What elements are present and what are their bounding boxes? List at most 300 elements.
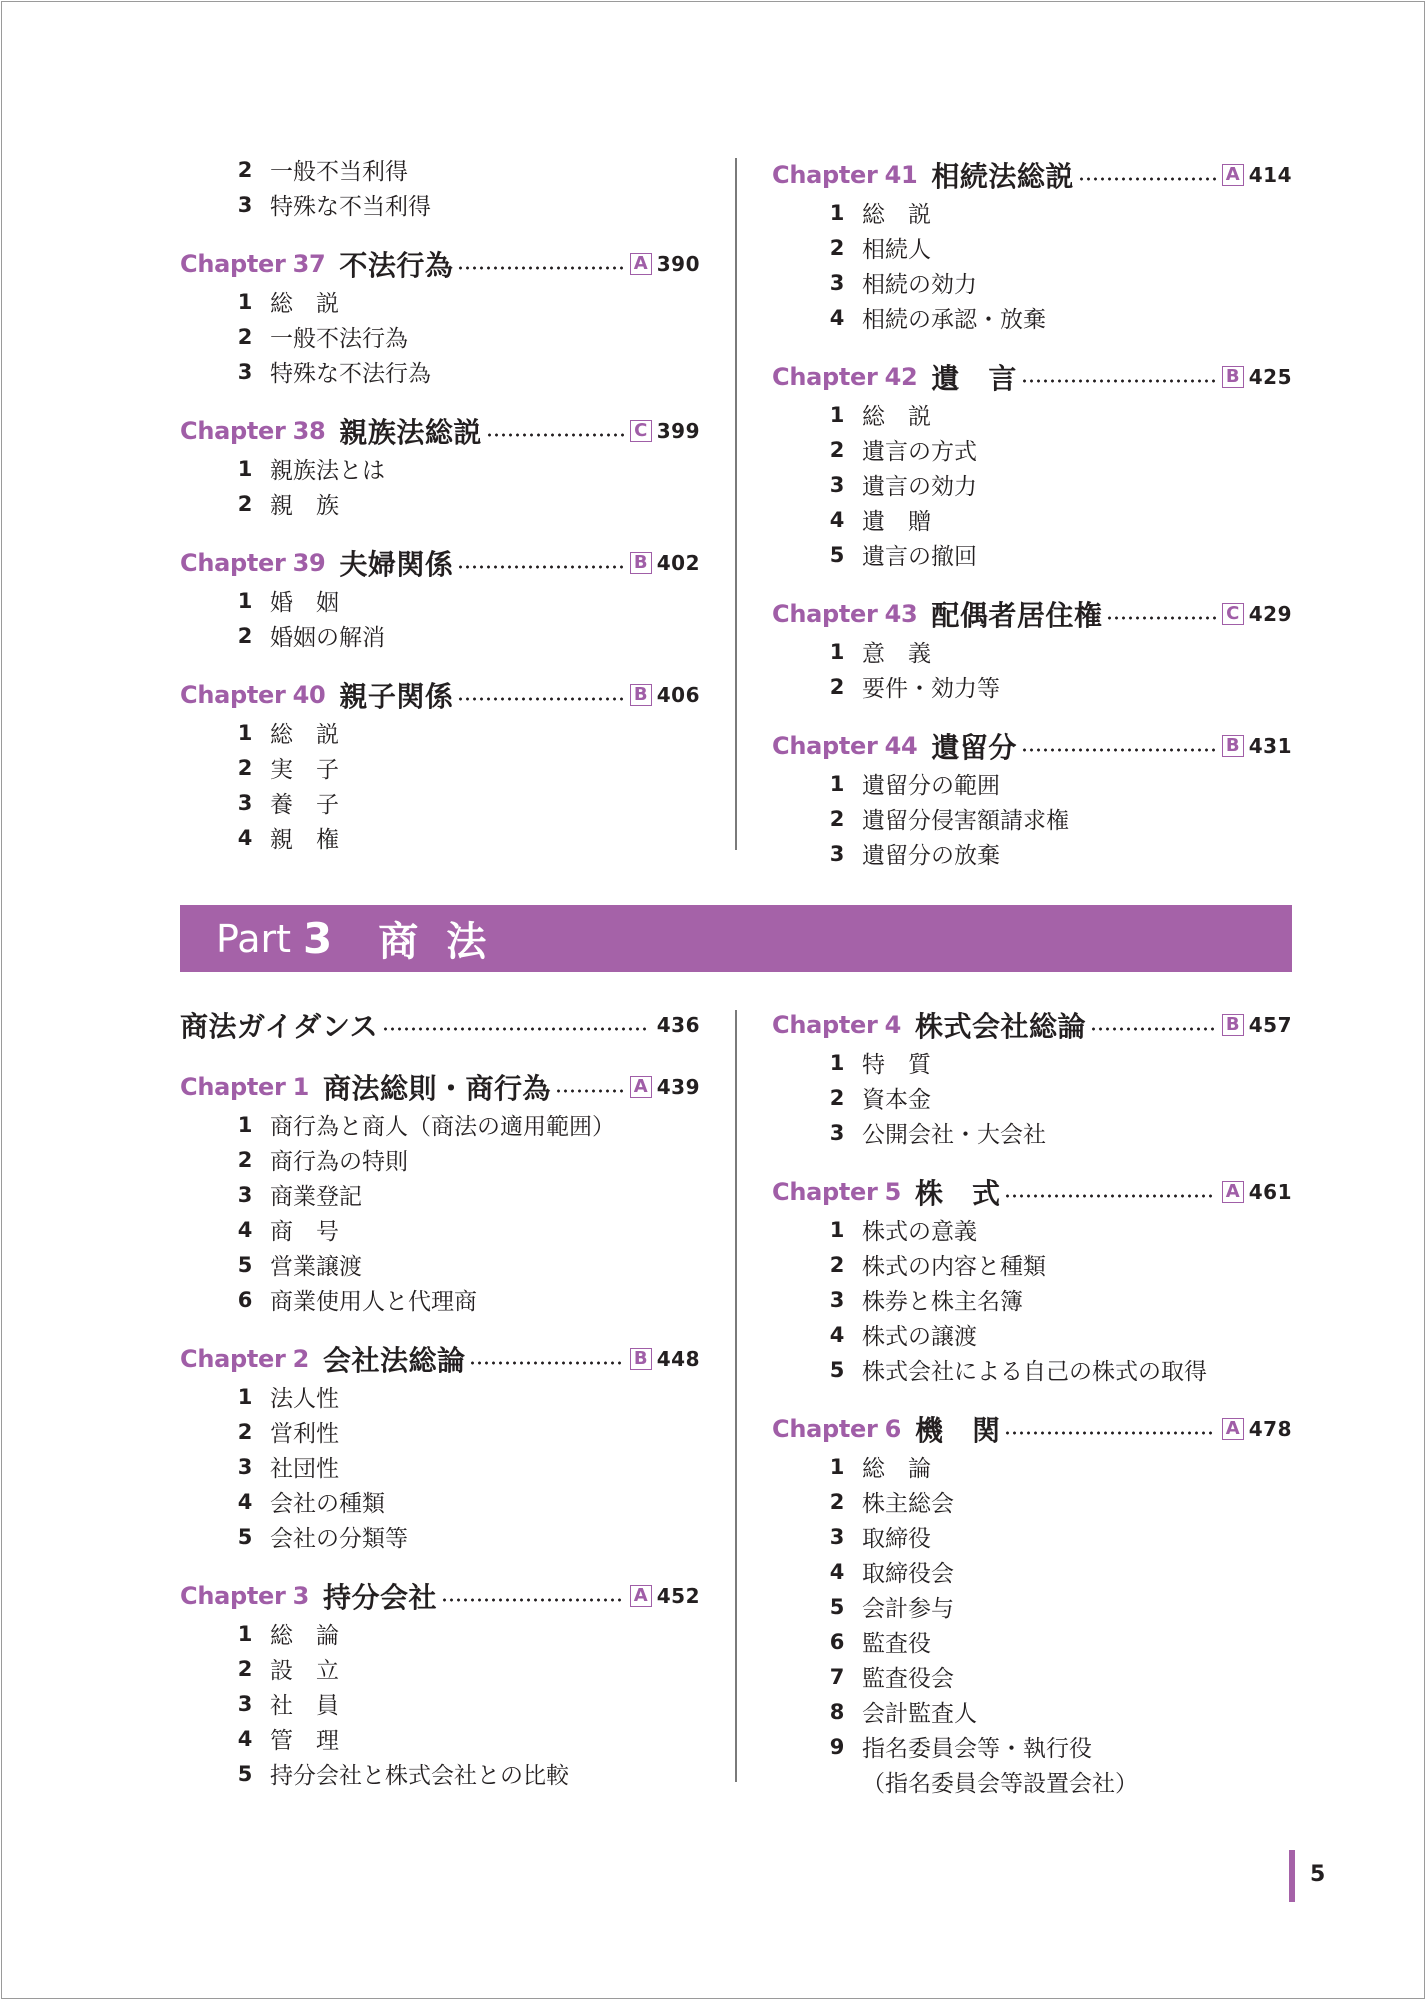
section-entry[interactable] xyxy=(180,1212,700,1247)
chapter-word: Chapter xyxy=(180,1582,286,1610)
section-number: 3 xyxy=(237,1454,253,1479)
page-number-bar xyxy=(1289,1850,1295,1902)
section-number: 2 xyxy=(237,1419,253,1444)
section-number: 4 xyxy=(237,1217,253,1242)
section-number: 2 xyxy=(829,235,845,260)
chapter-label xyxy=(772,1415,901,1443)
toc-column-bottom-right xyxy=(772,1005,1292,1799)
section-number: 5 xyxy=(829,1357,845,1382)
section-title: 会計監査人 xyxy=(862,1701,977,1727)
section-entry[interactable] xyxy=(772,1247,1292,1282)
section-number: 8 xyxy=(829,1699,845,1724)
section-entry[interactable] xyxy=(772,669,1292,704)
chapter-number: 43 xyxy=(884,600,918,628)
chapter-entry[interactable] xyxy=(772,155,1292,195)
section-title: 監査役会 xyxy=(862,1666,954,1692)
leader-dots xyxy=(441,1597,624,1603)
chapter-page-number: 425 xyxy=(1248,365,1292,389)
section-entry[interactable] xyxy=(180,785,700,820)
section-title: 親 権 xyxy=(270,827,339,853)
page-number: 5 xyxy=(1310,1862,1326,1887)
chapter-title: 会社法総論 xyxy=(322,1344,466,1377)
section-title: 親族法とは xyxy=(270,458,385,484)
section-number: 1 xyxy=(237,456,253,481)
section-entry[interactable] xyxy=(180,354,700,389)
chapter-number: 1 xyxy=(292,1073,309,1101)
chapter-page-number: 478 xyxy=(1248,1417,1292,1441)
section-entry[interactable] xyxy=(180,1142,700,1177)
section-number: 1 xyxy=(829,402,845,427)
section-entry[interactable] xyxy=(772,801,1292,836)
chapter-word: Chapter xyxy=(180,549,286,577)
importance-grade-badge: A xyxy=(1222,164,1244,186)
chapter-entry[interactable] xyxy=(180,1067,700,1107)
chapter-number: 4 xyxy=(884,1011,901,1039)
section-entry[interactable] xyxy=(180,152,700,187)
section-entry[interactable] xyxy=(772,1659,1292,1694)
section-entry[interactable] xyxy=(772,1212,1292,1247)
leader-dots xyxy=(486,432,624,438)
section-entry[interactable] xyxy=(180,583,700,618)
section-entry[interactable] xyxy=(772,230,1292,265)
section-number: 6 xyxy=(237,1287,253,1312)
importance-grade-badge: B xyxy=(1222,735,1244,757)
chapter-word: Chapter xyxy=(772,1011,878,1039)
section-number: 1 xyxy=(237,1621,253,1646)
importance-grade-badge: B xyxy=(630,684,652,706)
section-entry[interactable] xyxy=(772,397,1292,432)
chapter-word: Chapter xyxy=(772,1178,878,1206)
section-title: 法人性 xyxy=(270,1386,339,1412)
chapter-title: 株 式 xyxy=(914,1177,1001,1210)
chapter-number: 39 xyxy=(292,549,326,577)
section-number: 4 xyxy=(829,305,845,330)
importance-grade-badge: B xyxy=(1222,1014,1244,1036)
section-title: 総 論 xyxy=(270,1623,339,1649)
section-title: 遺言の撤回 xyxy=(862,544,977,570)
section-number: 4 xyxy=(829,1322,845,1347)
chapter-title: 株式会社総論 xyxy=(914,1010,1086,1043)
chapter-label xyxy=(180,1345,309,1373)
chapter-label xyxy=(772,600,917,628)
toc-column-top-right xyxy=(772,155,1292,871)
chapter-word: Chapter xyxy=(772,1415,878,1443)
leader-dots xyxy=(1021,378,1216,384)
toc-column-bottom-left xyxy=(180,1005,700,1791)
section-entry[interactable] xyxy=(180,1756,700,1791)
chapter-title: 商法総則・商行為 xyxy=(322,1072,551,1105)
section-entry[interactable] xyxy=(772,1449,1292,1484)
section-title: 総 論 xyxy=(862,1456,931,1482)
chapter-page-number: 402 xyxy=(656,551,700,575)
section-entry[interactable] xyxy=(180,715,700,750)
chapter-entry[interactable] xyxy=(180,675,700,715)
part-number: 3 xyxy=(303,914,333,963)
chapter-label xyxy=(180,1582,309,1610)
leader-dots xyxy=(1021,747,1216,753)
section-title: 遺留分の範囲 xyxy=(862,773,1000,799)
chapter-title: 不法行為 xyxy=(339,249,454,282)
chapter-word: Chapter xyxy=(180,1073,286,1101)
section-number: 5 xyxy=(829,1594,845,1619)
section-title: 特殊な不法行為 xyxy=(270,361,431,387)
section-number: 1 xyxy=(829,639,845,664)
section-entry[interactable] xyxy=(772,1694,1292,1729)
section-entry[interactable] xyxy=(772,1317,1292,1352)
chapter-word: Chapter xyxy=(180,681,286,709)
column-divider xyxy=(735,158,737,850)
section-title: 婚姻の解消 xyxy=(270,625,385,651)
section-entry[interactable] xyxy=(180,319,700,354)
importance-grade-badge: A xyxy=(630,1585,652,1607)
section-entry[interactable] xyxy=(772,634,1292,669)
chapter-number: 38 xyxy=(292,417,326,445)
chapter-page-number: 390 xyxy=(656,252,700,276)
section-entry[interactable] xyxy=(180,1721,700,1756)
section-entry[interactable] xyxy=(180,1379,700,1414)
chapter-entry[interactable] xyxy=(180,543,700,583)
chapter-title: 親子関係 xyxy=(339,680,454,713)
chapter-title: 持分会社 xyxy=(322,1581,437,1614)
section-number: 2 xyxy=(237,1147,253,1172)
importance-grade-badge: B xyxy=(1222,366,1244,388)
section-entry[interactable] xyxy=(772,1624,1292,1659)
section-number: 3 xyxy=(237,790,253,815)
section-title: 取締役会 xyxy=(862,1561,954,1587)
section-title: 取締役 xyxy=(862,1526,931,1552)
chapter-word: Chapter xyxy=(772,600,878,628)
section-number: 1 xyxy=(829,1050,845,1075)
chapter-number: 5 xyxy=(884,1178,901,1206)
section-title: 一般不法行為 xyxy=(270,326,408,352)
section-entry[interactable] xyxy=(772,432,1292,467)
chapter-number: 44 xyxy=(884,732,918,760)
chapter-page-number: 452 xyxy=(656,1584,700,1608)
section-entry[interactable] xyxy=(772,1045,1292,1080)
section-number: 5 xyxy=(237,1524,253,1549)
section-title: 会社の種類 xyxy=(270,1491,385,1517)
section-entry[interactable] xyxy=(772,1282,1292,1317)
guidance-title: 商法ガイダンス xyxy=(180,1010,379,1043)
section-title: 商業登記 xyxy=(270,1184,362,1210)
chapter-label xyxy=(772,1011,901,1039)
section-entry[interactable] xyxy=(180,486,700,521)
section-title-continuation: （指名委員会等設置会社） xyxy=(862,1771,1138,1797)
importance-grade-badge: B xyxy=(630,1348,652,1370)
section-title: 株式の意義 xyxy=(862,1219,977,1245)
section-entry[interactable] xyxy=(772,467,1292,502)
leader-dots xyxy=(1004,1430,1215,1436)
section-entry[interactable] xyxy=(772,1115,1292,1150)
section-entry[interactable] xyxy=(180,1686,700,1721)
section-title: 養 子 xyxy=(270,792,339,818)
section-title: 株式の譲渡 xyxy=(862,1324,977,1350)
section-entry[interactable] xyxy=(180,1177,700,1212)
part-heading-band xyxy=(180,905,1292,972)
importance-grade-badge: A xyxy=(1222,1181,1244,1203)
chapter-number: 2 xyxy=(292,1345,309,1373)
section-title: 特殊な不当利得 xyxy=(270,194,431,220)
section-number: 5 xyxy=(237,1252,253,1277)
section-title: 婚 姻 xyxy=(270,590,339,616)
section-entry[interactable] xyxy=(180,1282,700,1317)
chapter-entry[interactable] xyxy=(772,726,1292,766)
chapter-entry[interactable] xyxy=(180,244,700,284)
section-number: 2 xyxy=(237,157,253,182)
section-title: 会社の分類等 xyxy=(270,1526,408,1552)
section-number: 2 xyxy=(829,806,845,831)
chapter-label xyxy=(180,549,325,577)
section-entry[interactable] xyxy=(180,284,700,319)
section-title: 総 説 xyxy=(862,404,931,430)
toc-column-top-left xyxy=(180,152,700,855)
section-number: 4 xyxy=(829,507,845,532)
chapter-entry[interactable] xyxy=(772,594,1292,634)
leader-dots xyxy=(382,1026,646,1032)
section-entry[interactable] xyxy=(772,1589,1292,1624)
chapter-title: 遺留分 xyxy=(931,731,1017,764)
section-title: 遺言の効力 xyxy=(862,474,977,500)
section-number: 5 xyxy=(829,542,845,567)
section-entry[interactable] xyxy=(772,195,1292,230)
section-number: 1 xyxy=(237,1384,253,1409)
section-title: 社 員 xyxy=(270,1693,339,1719)
section-number: 2 xyxy=(237,491,253,516)
section-title: 商業使用人と代理商 xyxy=(270,1289,477,1315)
chapter-label xyxy=(772,1178,901,1206)
chapter-number: 40 xyxy=(292,681,326,709)
section-entry[interactable] xyxy=(772,836,1292,871)
section-title: 親 族 xyxy=(270,493,339,519)
leader-dots xyxy=(457,265,623,271)
section-title: 遺言の方式 xyxy=(862,439,977,465)
chapter-label xyxy=(180,417,325,445)
section-number: 3 xyxy=(829,841,845,866)
chapter-number: 6 xyxy=(884,1415,901,1443)
section-entry[interactable] xyxy=(180,1107,700,1142)
section-entry[interactable] xyxy=(772,766,1292,801)
section-number: 2 xyxy=(829,1489,845,1514)
section-entry[interactable] xyxy=(180,1616,700,1651)
section-number: 1 xyxy=(829,1454,845,1479)
section-number: 4 xyxy=(237,1726,253,1751)
section-number: 5 xyxy=(237,1761,253,1786)
section-title: 意 義 xyxy=(862,641,931,667)
section-title: 商行為の特則 xyxy=(270,1149,408,1175)
section-entry[interactable] xyxy=(180,1651,700,1686)
section-title: 総 説 xyxy=(270,722,339,748)
part-label: Part xyxy=(216,916,292,961)
section-title: 株主総会 xyxy=(862,1491,954,1517)
section-entry[interactable] xyxy=(772,502,1292,537)
chapter-entry[interactable] xyxy=(180,411,700,451)
section-title: 遺 贈 xyxy=(862,509,931,535)
leader-dots xyxy=(457,564,623,570)
section-title: 要件・効力等 xyxy=(862,676,1000,702)
chapter-number: 42 xyxy=(884,363,918,391)
section-title: 営業譲渡 xyxy=(270,1254,362,1280)
section-entry[interactable] xyxy=(772,1352,1292,1387)
section-title: 管 理 xyxy=(270,1728,339,1754)
section-title: 相続人 xyxy=(862,237,931,263)
section-number: 3 xyxy=(237,359,253,384)
chapter-entry[interactable] xyxy=(772,1005,1292,1045)
section-entry[interactable] xyxy=(180,1449,700,1484)
chapter-entry[interactable] xyxy=(180,1339,700,1379)
chapter-word: Chapter xyxy=(772,363,878,391)
section-title: 商行為と商人（商法の適用範囲） xyxy=(270,1114,615,1140)
chapter-word: Chapter xyxy=(180,250,286,278)
chapter-entry[interactable] xyxy=(772,1172,1292,1212)
importance-grade-badge: A xyxy=(1222,1418,1244,1440)
section-entry[interactable] xyxy=(180,1519,700,1554)
chapter-word: Chapter xyxy=(772,161,878,189)
chapter-page-number: 414 xyxy=(1248,163,1292,187)
section-title: 総 説 xyxy=(862,202,931,228)
chapter-label xyxy=(180,250,325,278)
section-number: 2 xyxy=(237,623,253,648)
section-title: 相続の承認・放棄 xyxy=(862,307,1046,333)
section-number: 3 xyxy=(237,1182,253,1207)
chapter-number: 41 xyxy=(884,161,918,189)
section-entry[interactable] xyxy=(772,1554,1292,1589)
section-number: 2 xyxy=(829,674,845,699)
leader-dots xyxy=(457,696,623,702)
section-number: 2 xyxy=(829,1252,845,1277)
chapter-page-number: 461 xyxy=(1248,1180,1292,1204)
section-entry[interactable] xyxy=(180,618,700,653)
section-number: 1 xyxy=(829,771,845,796)
section-number: 1 xyxy=(829,1217,845,1242)
section-entry[interactable] xyxy=(772,1519,1292,1554)
leader-dots xyxy=(555,1088,624,1094)
section-title: 特 質 xyxy=(862,1052,931,1078)
chapter-page-number: 406 xyxy=(656,683,700,707)
importance-grade-badge: C xyxy=(630,420,652,442)
section-title: 相続の効力 xyxy=(862,272,977,298)
importance-grade-badge: A xyxy=(630,253,652,275)
part-title: 商法 xyxy=(378,919,515,965)
importance-grade-badge: B xyxy=(630,552,652,574)
section-title: 遺留分侵害額請求権 xyxy=(862,808,1069,834)
chapter-page-number: 399 xyxy=(656,419,700,443)
section-number: 3 xyxy=(829,1287,845,1312)
section-number: 4 xyxy=(237,825,253,850)
section-title: 監査役 xyxy=(862,1631,931,1657)
section-entry[interactable] xyxy=(180,820,700,855)
section-entry[interactable] xyxy=(772,1729,1292,1764)
section-number: 4 xyxy=(829,1559,845,1584)
section-title: 設 立 xyxy=(270,1658,339,1684)
chapter-title: 機 関 xyxy=(914,1414,1001,1447)
chapter-entry[interactable] xyxy=(772,357,1292,397)
section-title: 株式の内容と種類 xyxy=(862,1254,1046,1280)
section-entry[interactable] xyxy=(772,1484,1292,1519)
section-number: 3 xyxy=(829,472,845,497)
section-title: 遺留分の放棄 xyxy=(862,843,1000,869)
section-number: 3 xyxy=(829,1524,845,1549)
chapter-label xyxy=(180,1073,309,1101)
chapter-word: Chapter xyxy=(772,732,878,760)
section-title: 商 号 xyxy=(270,1219,339,1245)
chapter-page-number: 448 xyxy=(656,1347,700,1371)
section-entry[interactable] xyxy=(772,300,1292,335)
chapter-page-number: 431 xyxy=(1248,734,1292,758)
chapter-title: 配偶者居住権 xyxy=(931,599,1103,632)
section-title: 社団性 xyxy=(270,1456,339,1482)
chapter-entry[interactable] xyxy=(772,1409,1292,1449)
section-entry[interactable] xyxy=(180,1484,700,1519)
section-number: 2 xyxy=(829,1085,845,1110)
section-title: 公開会社・大会社 xyxy=(862,1122,1046,1148)
chapter-label xyxy=(180,681,325,709)
chapter-number: 3 xyxy=(292,1582,309,1610)
column-divider xyxy=(735,1010,737,1782)
chapter-title: 夫婦関係 xyxy=(339,548,454,581)
section-title: 資本金 xyxy=(862,1087,931,1113)
section-title: 一般不当利得 xyxy=(270,159,408,185)
section-number: 2 xyxy=(237,755,253,780)
section-entry[interactable] xyxy=(180,187,700,222)
section-number: 2 xyxy=(829,437,845,462)
section-entry[interactable] xyxy=(180,1414,700,1449)
section-title: 実 子 xyxy=(270,757,339,783)
chapter-title: 親族法総説 xyxy=(339,416,482,449)
section-number: 6 xyxy=(829,1629,845,1654)
section-entry[interactable] xyxy=(772,265,1292,300)
section-title: 指名委員会等・執行役 xyxy=(862,1736,1092,1762)
section-title: 株券と株主名簿 xyxy=(862,1289,1023,1315)
section-number: 1 xyxy=(237,720,253,745)
chapter-entry[interactable] xyxy=(180,1576,700,1616)
section-number: 9 xyxy=(829,1734,845,1759)
section-title: 会計参与 xyxy=(862,1596,954,1622)
section-entry[interactable] xyxy=(180,451,700,486)
section-title: 持分会社と株式会社との比較 xyxy=(270,1763,569,1789)
section-title: 総 説 xyxy=(270,291,339,317)
section-number: 2 xyxy=(237,1656,253,1681)
section-entry[interactable] xyxy=(772,1080,1292,1115)
section-number: 1 xyxy=(829,200,845,225)
section-entry[interactable] xyxy=(180,1247,700,1282)
section-number: 3 xyxy=(829,1120,845,1145)
section-number: 1 xyxy=(237,1112,253,1137)
section-number: 3 xyxy=(237,1691,253,1716)
section-number: 7 xyxy=(829,1664,845,1689)
chapter-word: Chapter xyxy=(180,417,286,445)
guidance-page-number: 436 xyxy=(656,1013,700,1037)
leader-dots xyxy=(469,1360,623,1366)
importance-grade-badge: A xyxy=(630,1076,652,1098)
section-title: 株式会社による自己の株式の取得 xyxy=(862,1359,1207,1385)
chapter-page-number: 457 xyxy=(1248,1013,1292,1037)
importance-grade-badge: C xyxy=(1222,603,1244,625)
leader-dots xyxy=(1090,1026,1216,1032)
chapter-page-number: 429 xyxy=(1248,602,1292,626)
chapter-title: 相続法総説 xyxy=(931,160,1074,193)
section-entry[interactable] xyxy=(772,537,1292,572)
chapter-title: 遺 言 xyxy=(931,362,1017,395)
chapter-page-number: 439 xyxy=(656,1075,700,1099)
guidance-entry[interactable] xyxy=(180,1005,700,1045)
section-number: 3 xyxy=(237,192,253,217)
chapter-label xyxy=(772,161,917,189)
section-entry[interactable] xyxy=(180,750,700,785)
chapter-number: 37 xyxy=(292,250,326,278)
section-number: 2 xyxy=(237,324,253,349)
chapter-label xyxy=(772,363,917,391)
section-number: 1 xyxy=(237,289,253,314)
